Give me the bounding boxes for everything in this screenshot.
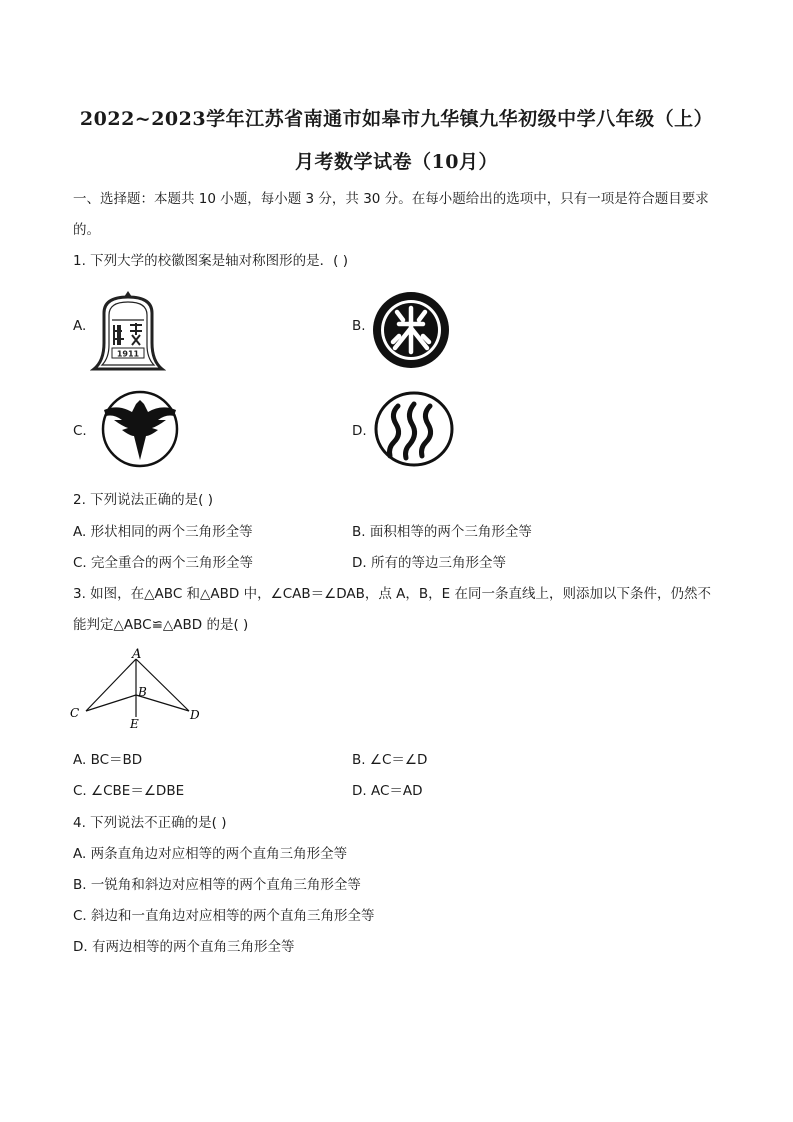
exam-title-line1: 2022~2023学年江苏省南通市如皋市九华镇九华初级中学八年级（上） [79,108,714,130]
wave-emblem-logo-image [372,390,456,468]
q1-option-a-label: A. [73,318,87,334]
figure-label-b: B [138,685,147,699]
q2-option-b: B. 面积相等的两个三角形全等 [352,524,532,540]
q4-option-b: B. 一锐角和斜边对应相等的两个直角三角形全等 [73,877,361,893]
triangle-figure [64,645,214,737]
figure-label-e: E [130,717,139,731]
figure-label-c: C [70,706,80,720]
question-3-stem-line1: 3. 如图，在△ABC 和△ABD 中，∠CAB＝∠DAB，点 A，B，E 在同一条直线上，则添加以下条件，仍然不 [73,586,711,602]
q2-option-c: C. 完全重合的两个三角形全等 [73,555,254,571]
section-instructions-line2: 的。 [73,222,100,238]
question-3-stem-line2: 能判定△ABC≌△ABD 的是( ) [73,617,249,633]
question-4-stem: 4. 下列说法不正确的是( ) [73,815,227,831]
question-2-stem: 2. 下列说法正确的是( ) [73,492,213,508]
tsinghua-logo-year: 1911 [116,349,140,359]
q4-option-d: D. 有两边相等的两个直角三角形全等 [73,939,295,955]
q4-option-c: C. 斜边和一直角边对应相等的两个直角三角形全等 [73,908,375,924]
q3-option-c: C. ∠CBE＝∠DBE [73,783,185,799]
q1-option-c-label: C. [73,423,87,439]
q1-option-d-label: D. [352,423,367,439]
figure-label-d: D [190,708,200,722]
q3-option-a: A. BC＝BD [73,752,143,768]
exam-title-line2: 月考数学试卷（10月） [295,151,498,173]
q2-option-d: D. 所有的等边三角形全等 [352,555,506,571]
q4-option-a: A. 两条直角边对应相等的两个直角三角形全等 [73,846,348,862]
q3-option-d: D. AC＝AD [352,783,423,799]
tsinghua-logo-image [90,287,166,373]
q3-option-b: B. ∠C＝∠D [352,752,428,768]
question-1-stem: 1. 下列大学的校徽图案是轴对称图形的是．( ) [73,253,348,269]
eagle-emblem-logo-image [96,390,184,468]
figure-label-a: A [132,647,142,662]
section-instructions-line1: 一、选择题：本题共 10 小题，每小题 3 分，共 30 分。在每小题给出的选项中，只有一项是符合题目要求 [73,191,709,207]
peking-university-logo-image [371,290,451,370]
q1-option-b-label: B. [352,318,366,334]
q2-option-a: A. 形状相同的两个三角形全等 [73,524,253,540]
